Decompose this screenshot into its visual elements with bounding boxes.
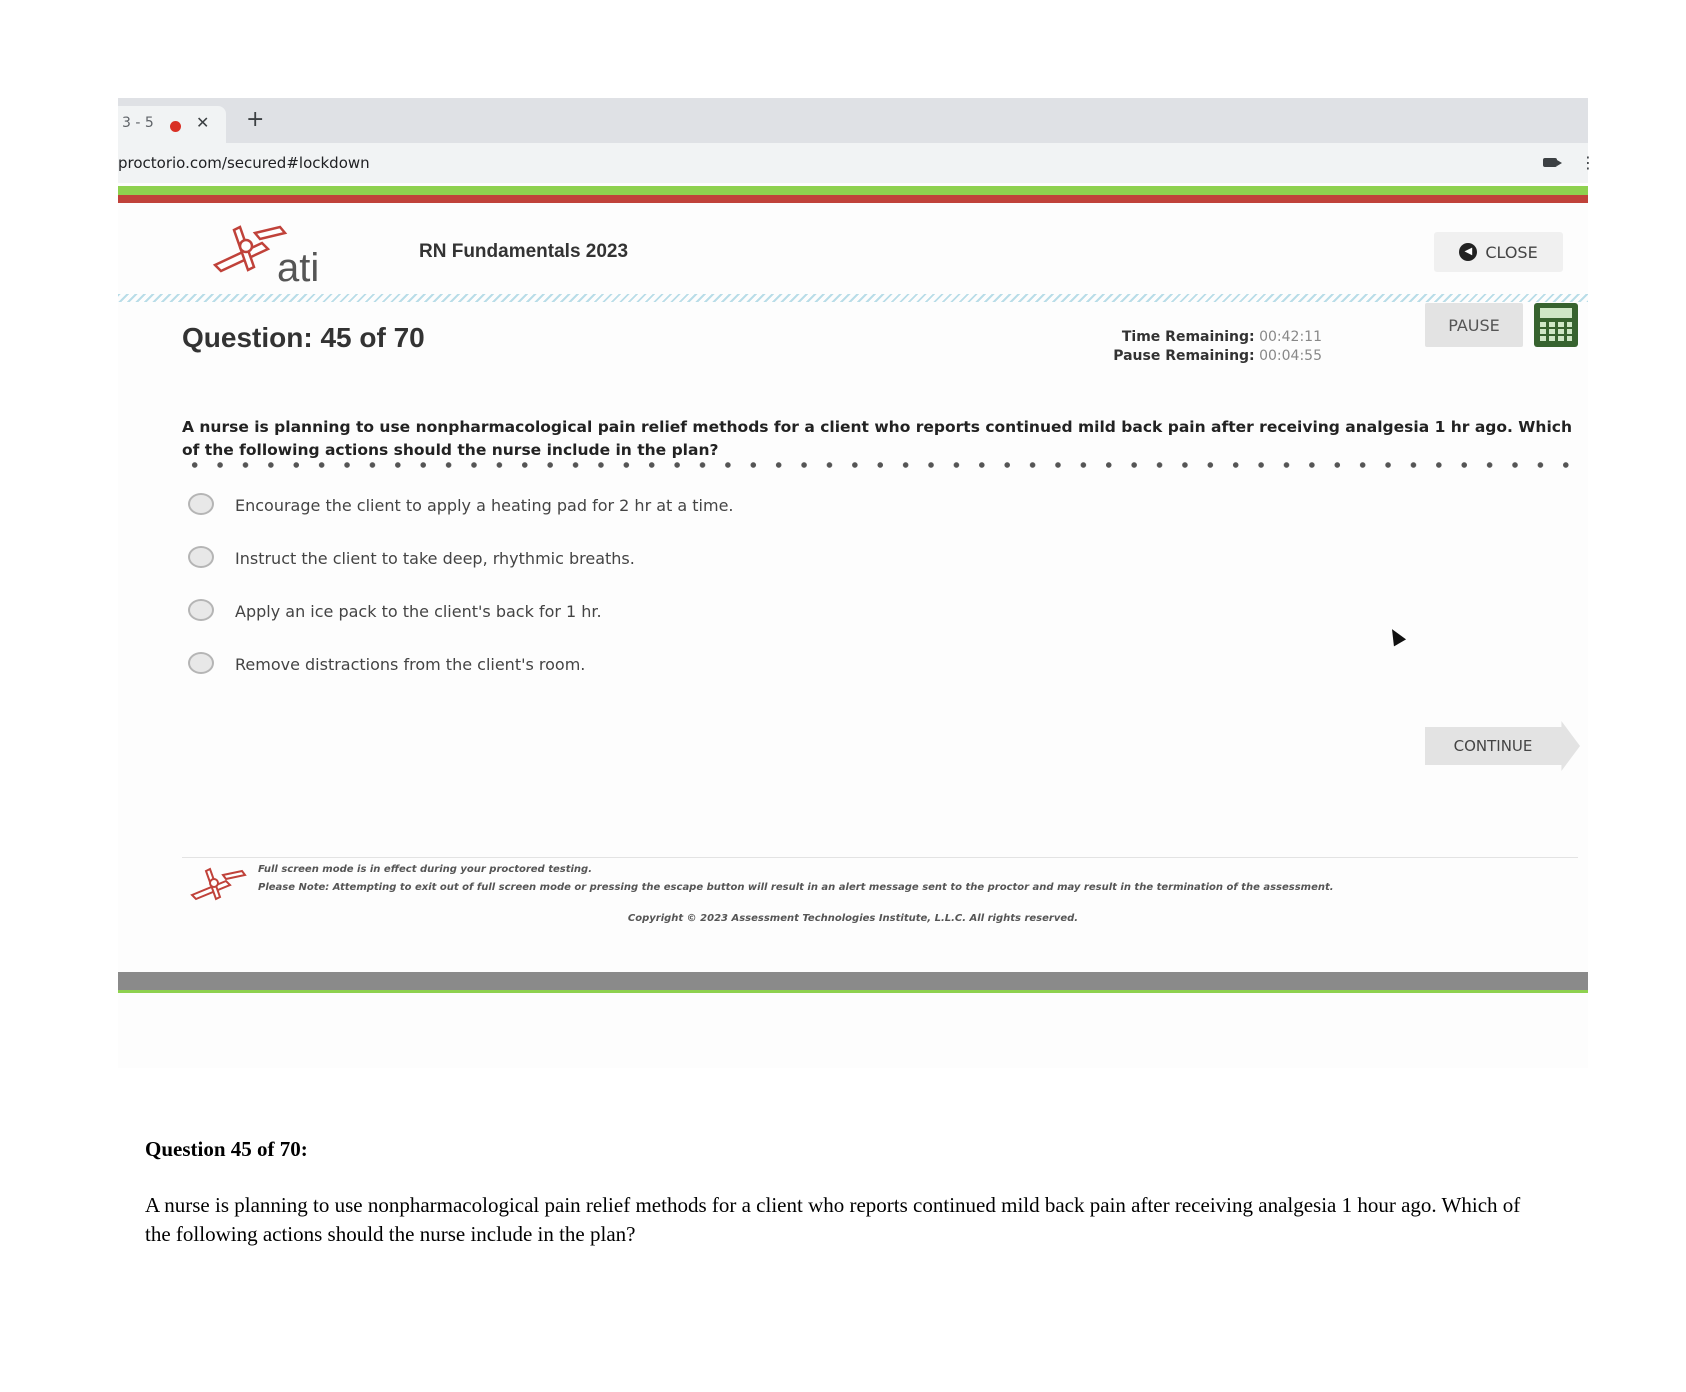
timers — [1038, 328, 1322, 366]
option-label: Apply an ice pack to the client's back for 1 hr. — [235, 602, 602, 621]
recording-icon — [170, 121, 181, 132]
ati-footer-logo — [190, 867, 250, 911]
bottom-accent-green — [118, 990, 1588, 993]
option-label: Remove distractions from the client's room. — [235, 655, 586, 674]
radio-button[interactable] — [188, 546, 214, 568]
footer-divider — [182, 857, 1578, 858]
escape-warning: Please Note: Attempting to exit out of full screen mode or pressing the escape button will result in an alert message sent to the proctor and may result in the termination of the assessment. — [258, 882, 1334, 893]
close-button[interactable] — [1434, 232, 1563, 272]
tab-close-icon[interactable]: ✕ — [196, 113, 210, 132]
answer-option[interactable] — [188, 493, 1088, 523]
svg-text:ati: ati — [277, 246, 320, 290]
calculator-icon[interactable] — [1534, 303, 1578, 347]
document-heading: Question 45 of 70: — [145, 1137, 308, 1161]
mouse-cursor-icon — [1386, 626, 1406, 647]
pause-button[interactable]: PAUSE — [1425, 303, 1523, 347]
answer-option[interactable] — [188, 546, 1088, 576]
course-title: RN Fundamentals 2023 — [419, 241, 629, 262]
question-stem: A nurse is planning to use nonpharmacological pain relief methods for a client who reports continued mild back pain after receiving analgesia 1 hr ago. Which of the following actions should the nurse include in the plan? — [182, 418, 1572, 459]
option-label: Encourage the client to apply a heating pad for 2 hr at a time. — [235, 496, 734, 515]
time-remaining: Time Remaining: 00:42:11 — [1121, 329, 1322, 345]
close-button-label: CLOSE — [1485, 242, 1538, 262]
copyright: Copyright © 2023 Assessment Technologies Institute, L.L.C. All rights reserved. — [627, 913, 1079, 924]
radio-button[interactable] — [188, 493, 214, 515]
radio-button[interactable] — [188, 599, 214, 621]
browser-tab[interactable] — [118, 106, 226, 143]
document-paragraph: A nurse is planning to use nonpharmacological pain relief methods for a client who reports continued mild back pain after receiving analgesia 1 hour ago. Which of the following actions should the nurse include in the plan? — [145, 1193, 1521, 1246]
header-divider — [118, 294, 1588, 302]
answer-option[interactable] — [188, 599, 1088, 629]
new-tab-icon[interactable]: + — [246, 107, 265, 132]
top-accent-red — [118, 195, 1588, 203]
question-number: Question: 45 of 70 — [182, 322, 425, 353]
radio-button[interactable] — [188, 652, 214, 674]
dotted-divider — [182, 461, 1578, 469]
pause-remaining: Pause Remaining: 00:04:55 — [1113, 348, 1322, 364]
ati-logo — [210, 221, 360, 295]
continue-label: CONTINUE — [1453, 737, 1533, 755]
fullscreen-notice: Full screen mode is in effect during your proctored testing. — [258, 864, 592, 875]
browser-tab-bar — [118, 98, 1588, 143]
url-text: proctorio.com/secured#lockdown — [118, 154, 370, 172]
close-circle-icon: ◀ — [1459, 243, 1477, 261]
option-label: Instruct the client to take deep, rhythmic breaths. — [235, 549, 635, 568]
bottom-band — [118, 972, 1588, 990]
exam-screenshot — [118, 98, 1596, 1068]
continue-button[interactable] — [1425, 721, 1580, 771]
top-accent-green — [118, 186, 1588, 195]
menu-icon[interactable]: ⋮ — [1580, 153, 1596, 172]
tab-title: 3 - 5 — [122, 115, 154, 131]
camera-icon[interactable] — [1543, 158, 1557, 167]
address-bar[interactable] — [118, 143, 1596, 183]
answer-option[interactable] — [188, 652, 1088, 682]
